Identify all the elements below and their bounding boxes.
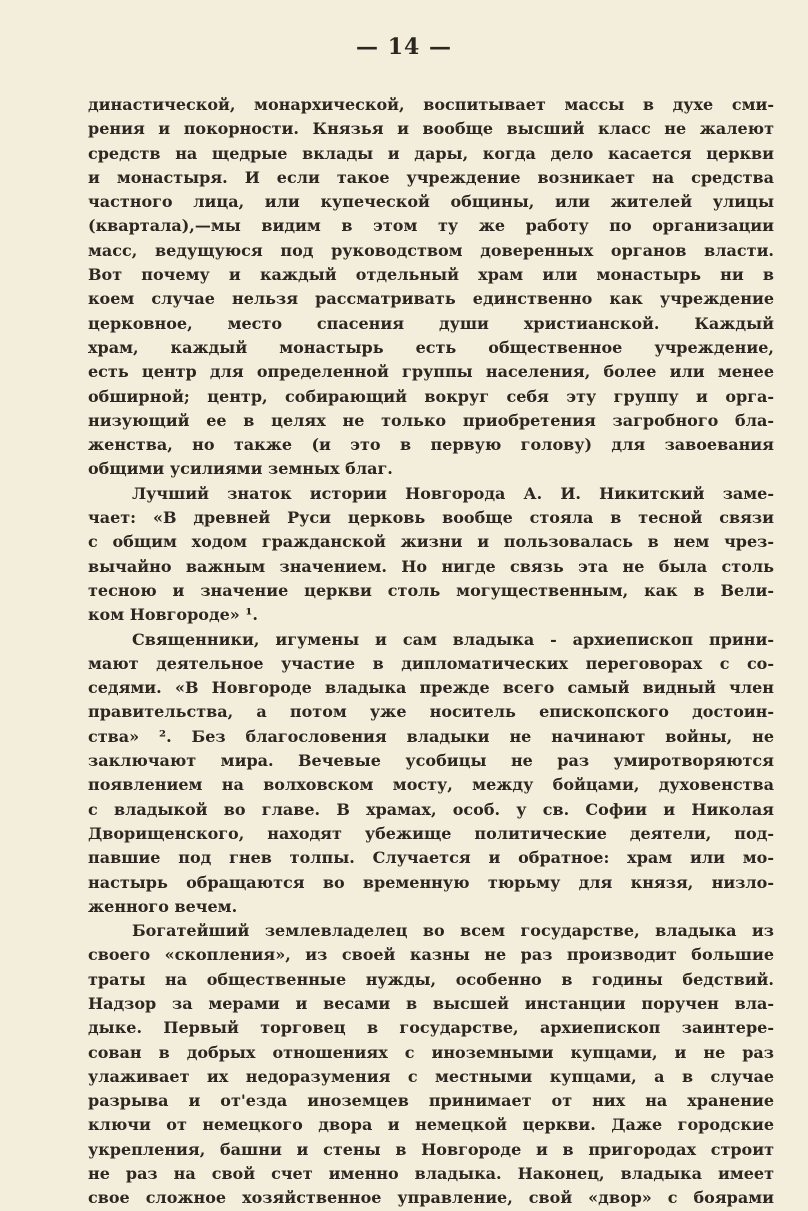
text-line: правительства, а потом уже носитель епископского достоин- [88, 702, 774, 722]
text-line: ком Новгороде» ¹. [88, 605, 258, 625]
text-line: с владыкой во главе. В храмах, особ. у св. Софии и Николая [88, 799, 774, 819]
text-line: династической, монархической, воспитывает массы в духе сми- [88, 95, 774, 114]
text-line: есть центр для определенной группы населения, более или менее [88, 362, 774, 382]
text-line: коем случае нельзя рассматривать единственно как учреждение [88, 289, 774, 309]
text-line: чает: «В древней Руси церковь вообще стояла в тесной связи [88, 508, 774, 528]
text-line: тесною и значение церкви столь могущественным, как в Вели- [88, 580, 774, 600]
text-line: вычайно важным значением. Но нигде связь эта не была столь [88, 556, 774, 576]
text-line: павшие под гнев толпы. Случается и обратное: храм или мо- [88, 848, 774, 868]
text-line: мают деятельное участие в дипломатических переговорах с со- [88, 653, 774, 673]
text-line: храм, каждый монастырь есть общественное учреждение, [88, 337, 774, 357]
text-line: укрепления, башни и стены в Новгороде и в пригородах строит [88, 1139, 774, 1159]
text-line: общими усилиями земных благ. [88, 459, 393, 479]
text-line: Вот почему и каждый отдельный храм или монастырь ни в [88, 265, 774, 285]
text-line: Богатейший землевладелец во всем государстве, владыка из [132, 921, 774, 941]
text-line: с общим ходом гражданской жизни и пользовалась в нем чрез- [88, 532, 774, 552]
text-line: низующий ее в целях не только приобретения загробного бла- [88, 410, 774, 430]
text-line: (квартала),—мы видим в этом ту же работу по организации [88, 216, 774, 236]
text-line: частного лица, или купеческой общины, или жителей улицы [88, 192, 774, 212]
text-line: Дворищенского, находят убежище политические деятели, под- [88, 823, 774, 843]
text-line: средств на щедрые вклады и дары, когда дело касается церкви [88, 143, 774, 163]
text-line: появлением на волховском мосту, между бойцами, духовенства [88, 775, 774, 795]
text-line: женного вечем. [88, 896, 238, 916]
text-line: дыке. Первый торговец в государстве, архиепископ заинтере- [88, 1018, 774, 1038]
text-line: настырь обращаются во временную тюрьму для князя, низло- [88, 872, 774, 892]
text-line: разрыва и от'езда иноземцев принимает от них на хранение [88, 1091, 774, 1111]
text-line: свое сложное хозяйственное управление, свой «двор» с боярами [88, 1188, 774, 1208]
text-line: траты на общественные нужды, особенно в годины бедствий. [88, 969, 774, 989]
text-line: рения и покорности. Князья и вообще высший класс не жалеют [88, 119, 774, 139]
text-line: седями. «В Новгороде владыка прежде всего самый видный член [88, 678, 774, 698]
text-line: ключи от немецкого двора и немецкой церкви. Даже городские [88, 1115, 774, 1135]
text-line: Священники, игумены и сам владыка - архиепископ прини- [132, 629, 774, 649]
text-line: не раз на свой счет именно владыка. Наконец, владыка имеет [88, 1164, 774, 1184]
text-line: своего «скопления», из своей казны не раз производит большие [88, 945, 774, 965]
text-line: масс, ведущуюся под руководством доверенных органов власти. [88, 240, 774, 260]
body-text [88, 93, 774, 1211]
text-line: Лучший знаток истории Новгорода А. И. Никитский заме- [132, 483, 774, 503]
text-line: сован в добрых отношениях с иноземными купцами, и не раз [88, 1042, 774, 1062]
text-line: церковное, место спасения души христианской. Каждый [88, 313, 774, 333]
text-line: обширной; центр, собирающий вокруг себя эту группу и орга- [88, 386, 774, 406]
text-line: заключают мира. Вечевые усобицы не раз умиротворяются [88, 751, 774, 771]
text-line: женства, но также (и это в первую голову) для завоевания [88, 435, 774, 455]
text-line: и монастыря. И если такое учреждение возникает на средства [88, 167, 774, 187]
text-line: улаживает их недоразумения с местными купцами, а в случае [88, 1066, 774, 1086]
page-number: — 14 — [356, 34, 452, 60]
text-line: ства» ². Без благословения владыки не начинают войны, не [88, 726, 774, 746]
text-line: Надзор за мерами и весами в высшей инстанции поручен вла- [88, 993, 774, 1013]
